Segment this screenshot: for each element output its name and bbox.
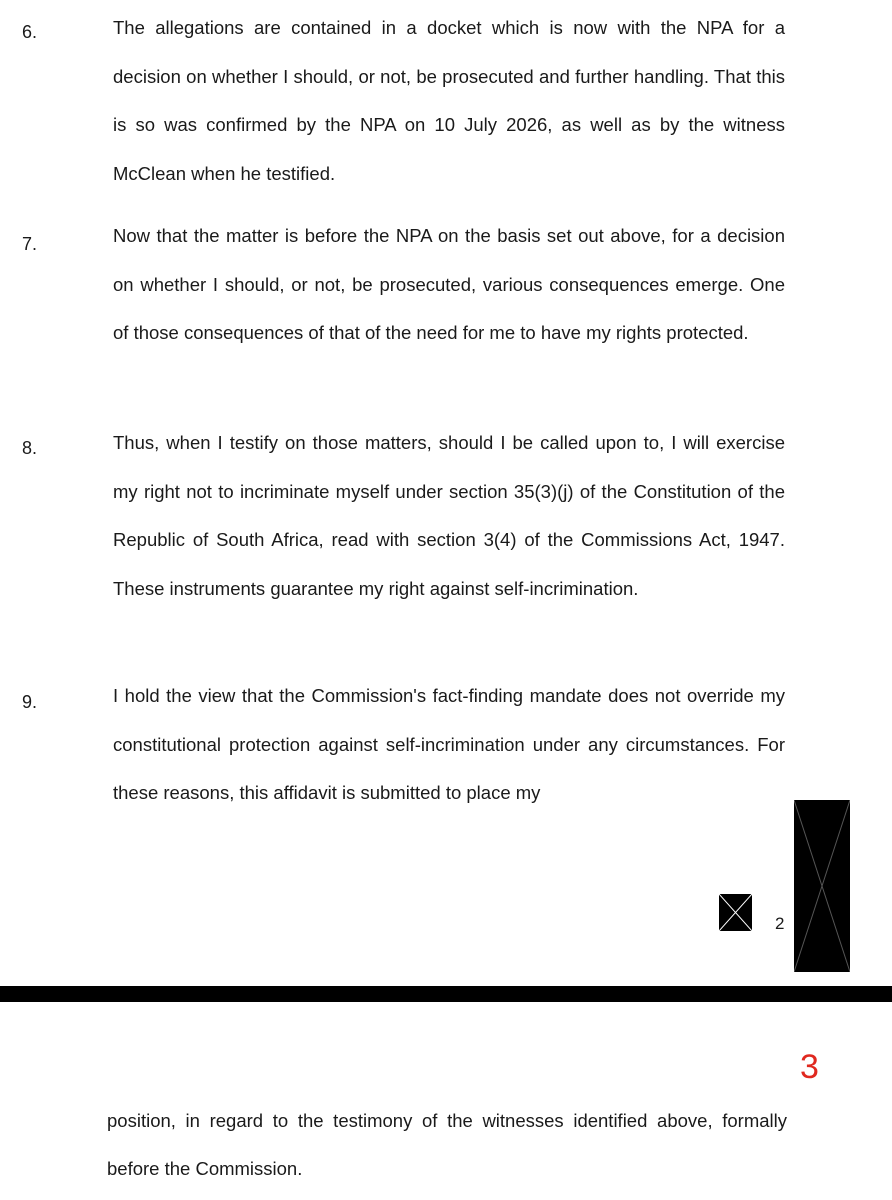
paragraph-text-9: I hold the view that the Commission's fact-finding mandate does not override my constitutional protection against self-incrimination under any circumstances. For these reasons, this affidavit is submitted to place my [113,685,785,803]
paragraph-number-9: 9. [22,692,38,712]
page-number-annotation: 3 [800,1048,819,1086]
paragraph-text-6: The allegations are contained in a docket which is now with the NPA for a decision on whether I should, or not, be prosecuted and further handling. That this is so was confirmed by the NPA on 10 July 2026, as well as by the witness McClean when he testified. [113,17,785,184]
page-number: 2 [775,914,785,933]
paragraph-9-continuation: position, in regard to the testimony of the witnesses identified above, formally before the Commission. [107,1110,787,1179]
paragraph-text-8: Thus, when I testify on those matters, should I be called upon to, I will exercise my right not to incriminate myself under section 35(3)(j) of the Constitution of the Republic of South Africa, read with section 3(4) of the Commissions Act, 1947. These instruments guarantee my right against self-incrimination. [113,432,785,599]
redaction-cross-icon [719,894,752,931]
paragraph-number-6: 6. [22,22,38,42]
paragraph-number-7: 7. [22,234,38,254]
paragraph-text-7: Now that the matter is before the NPA on the basis set out above, for a decision on whether I should, or not, be prosecuted, various consequences emerge. One of those consequences of that of the need for me to have my rights protected. [113,225,785,343]
paragraph-number-8: 8. [22,438,38,458]
redacted-signature-box [794,800,850,972]
redaction-cross-icon [794,800,850,972]
redacted-initials-box [719,894,752,931]
page-separator [0,986,892,1002]
